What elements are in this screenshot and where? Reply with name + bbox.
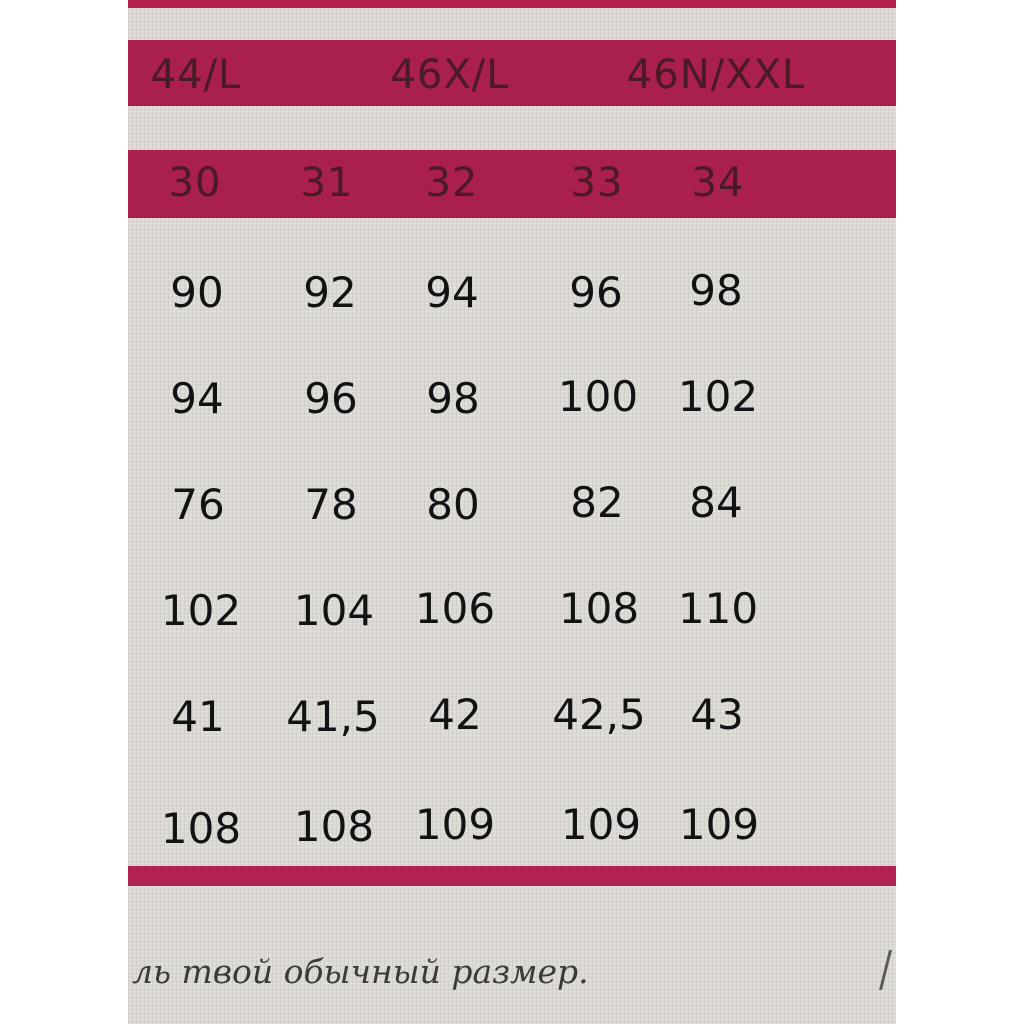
table-cell: 109 xyxy=(414,800,496,849)
table-cell: 94 xyxy=(170,374,224,423)
table-cell: 108 xyxy=(160,804,242,853)
table-cell: 108 xyxy=(558,584,640,633)
size-number: 33 xyxy=(570,160,624,206)
table-cell: 43 xyxy=(690,690,744,739)
size-number: 34 xyxy=(691,160,745,206)
table-cell: 92 xyxy=(303,268,357,317)
table-cell: 110 xyxy=(677,584,759,633)
table-cell: 100 xyxy=(557,372,639,421)
table-cell: 102 xyxy=(677,372,759,421)
table-cell: 90 xyxy=(170,268,224,317)
table-cell: 96 xyxy=(569,268,623,317)
size-header-label: 46N/XXL xyxy=(626,52,806,98)
table-cell: 94 xyxy=(425,268,479,317)
size-number-band xyxy=(128,150,896,218)
table-cell: 76 xyxy=(171,480,225,529)
table-cell: 98 xyxy=(426,374,480,423)
size-number: 31 xyxy=(300,160,354,206)
size-header-label: 44/L xyxy=(150,52,242,98)
table-cell: 102 xyxy=(160,586,242,635)
table-cell: 96 xyxy=(304,374,358,423)
top-rule xyxy=(128,0,896,8)
footnote-text: ль твой обычный размер. xyxy=(132,952,589,991)
size-header-label: 46X/L xyxy=(390,52,510,98)
table-cell: 80 xyxy=(426,480,480,529)
table-cell: 42 xyxy=(428,690,482,739)
table-cell: 109 xyxy=(560,800,642,849)
table-cell: 106 xyxy=(414,584,496,633)
bottom-rule xyxy=(128,866,896,886)
table-cell: 108 xyxy=(293,802,375,851)
table-cell: 41 xyxy=(171,692,225,741)
table-cell: 109 xyxy=(678,800,760,849)
table-cell: 78 xyxy=(304,480,358,529)
table-cell: 41,5 xyxy=(286,692,380,741)
table-cell: 82 xyxy=(570,478,624,527)
table-cell: 104 xyxy=(293,586,375,635)
size-number: 30 xyxy=(168,160,222,206)
size-number: 32 xyxy=(425,160,479,206)
table-cell: 98 xyxy=(689,266,743,315)
table-cell: 42,5 xyxy=(552,690,646,739)
table-cell: 84 xyxy=(689,478,743,527)
